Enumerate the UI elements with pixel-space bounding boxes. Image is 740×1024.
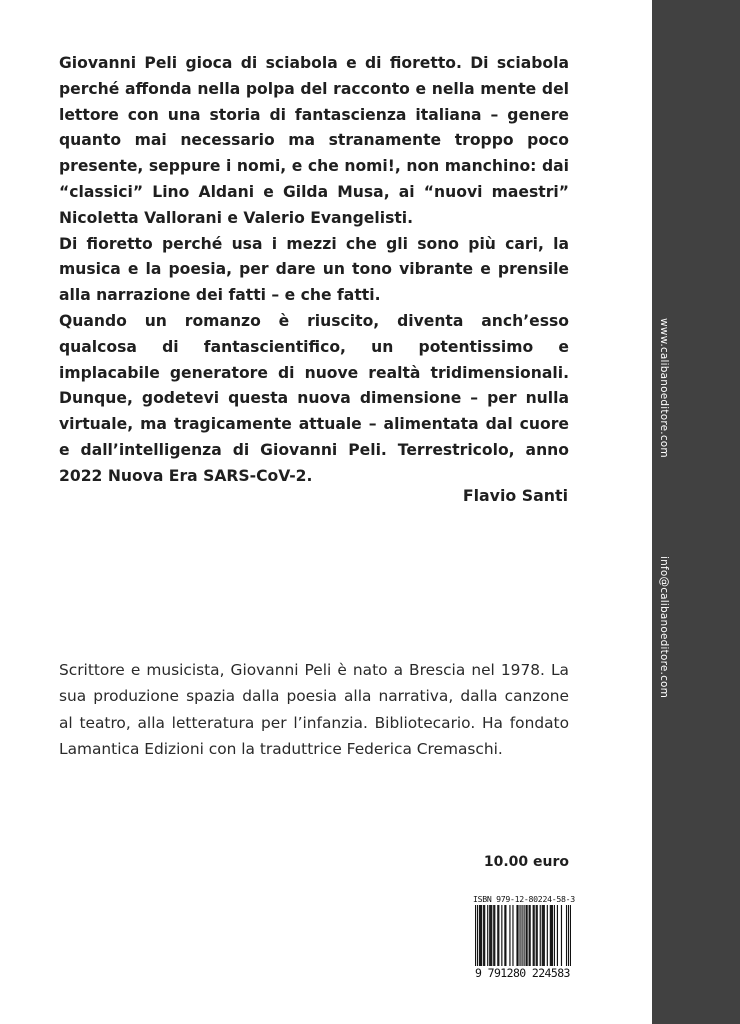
barcode-bar: [509, 905, 510, 975]
barcode-bar: [489, 905, 490, 975]
barcode-bar: [477, 905, 478, 975]
barcode-bar: [551, 905, 552, 975]
barcode-bar: [516, 905, 517, 975]
barcode-bar: [512, 905, 513, 975]
barcode-bar: [554, 905, 555, 975]
barcode-bar: [490, 905, 491, 975]
barcode-bar: [552, 905, 553, 975]
barcode-bar: [484, 905, 485, 975]
barcode-bar: [491, 905, 492, 975]
blurb-paragraph-2: Di fioretto perché usa i mezzi che gli sono più cari, la musica e la poesia, per dare un tono vibrante e prensile alla narrazione dei fatti – e che fatti.: [59, 234, 569, 305]
barcode-bar: [542, 905, 543, 975]
spine-sidebar: [652, 0, 740, 1024]
barcode-bar: [483, 905, 484, 975]
barcode-bar: [533, 905, 534, 975]
barcode-bar: [527, 905, 528, 975]
blurb-paragraph-1: Giovanni Peli gioca di sciabola e di fioretto. Di sciabola perché affonda nella polpa del racconto e nella mente del lettore con una storia di fantascienza italiana – genere quanto mai necessario ma stranamente troppo poco presente, seppure i nomi, e che nomi!, non manchino: dai “classici” Lino Aldani e Gilda Musa, ai “nuovi maestri” Nicoletta Vallorani e Valerio Evangelisti.: [59, 54, 569, 227]
barcode-bar: [534, 905, 535, 975]
barcode-bar: [547, 905, 548, 975]
barcode-bar: [487, 905, 488, 975]
isbn-barcode: [473, 887, 573, 982]
barcode-bar: [570, 905, 571, 975]
barcode-bar: [524, 905, 525, 975]
barcode-bar: [498, 905, 499, 975]
blurb-paragraph-3: Quando un romanzo è riuscito, diventa anch’esso qualcosa di fantascientifico, un potentissimo e implacabile generatore di nuove realtà tridimensionali. Dunque, godetevi questa nuova dimensione – per nulla virtuale, ma tragicamente attuale – alimentata dal cuore e dall’intelligenza di Giovanni Peli. Terrestricolo, anno 2022 Nuova Era SARS-CoV-2.: [59, 311, 569, 485]
barcode-bar: [543, 905, 544, 975]
barcode-bar: [537, 905, 538, 975]
barcode-bar: [568, 905, 569, 975]
barcode-bar: [536, 905, 537, 975]
barcode-bar: [501, 905, 502, 975]
barcode-bar: [497, 905, 498, 975]
barcode-bar: [480, 905, 481, 975]
barcode-bar: [544, 905, 545, 975]
barcode-bar: [517, 905, 518, 975]
barcode-bar: [529, 905, 530, 975]
barcode-bar: [526, 905, 527, 975]
barcode-bar: [521, 905, 522, 975]
publisher-website: www.calibanoeditore.com: [658, 318, 670, 458]
publisher-email: info@calibanoeditore.com: [658, 556, 670, 699]
barcode-bar: [519, 905, 520, 975]
barcode-bar: [493, 905, 494, 975]
barcode-bars: [475, 905, 571, 975]
barcode-bar: [561, 905, 562, 975]
price-label: 10.00 euro: [483, 854, 569, 870]
barcode-bar: [530, 905, 531, 975]
barcode-bar: [475, 905, 476, 975]
barcode-bar: [479, 905, 480, 975]
blurb-signature: Flavio Santi: [462, 486, 568, 505]
barcode-bar: [494, 905, 495, 975]
barcode-bar: [505, 905, 506, 975]
barcode-bar: [481, 905, 482, 975]
back-cover-blurb: [59, 51, 569, 490]
barcode-bar: [540, 905, 541, 975]
isbn-label: ISBN 979-12-80224-58-3: [473, 894, 575, 904]
barcode-bar: [566, 905, 567, 975]
barcode-bar: [504, 905, 505, 975]
ean-digits: 9 791280 224583: [475, 966, 570, 980]
author-bio: Scrittore e musicista, Giovanni Peli è nato a Brescia nel 1978. La sua produzione spazia dalla poesia alla narrativa, dalla canzone al teatro, alla letteratura per l’infanzia. Bibliotecario. Ha fondato Lamantica Edizioni con la traduttrice Federica Cremaschi.: [59, 661, 569, 759]
barcode-bar: [557, 905, 558, 975]
barcode-bar: [550, 905, 551, 975]
